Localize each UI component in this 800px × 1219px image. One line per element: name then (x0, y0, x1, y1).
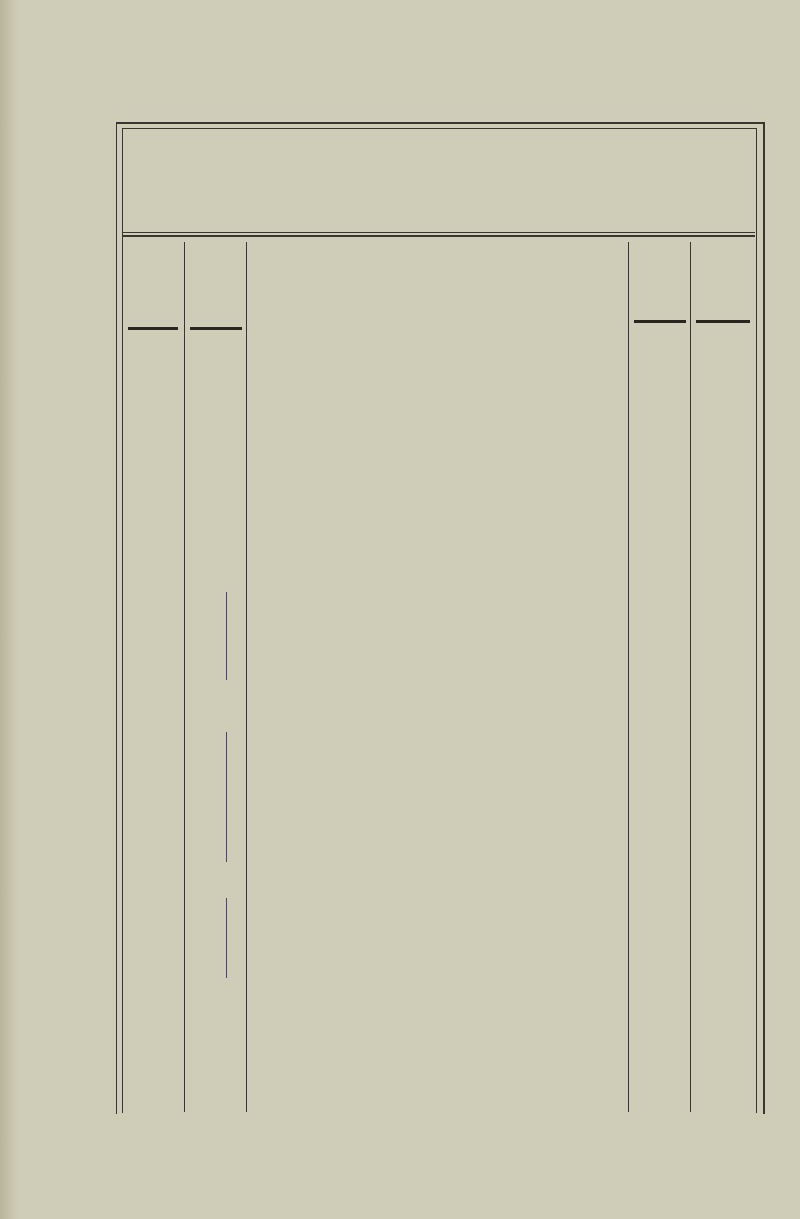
col-divider-1 (184, 242, 185, 1112)
header-bar (696, 320, 750, 323)
handwritten-brace (226, 592, 235, 680)
running-header (0, 98, 800, 122)
col-divider-2 (246, 242, 247, 1112)
col-divider-3 (628, 242, 629, 1112)
title-rule-double (122, 235, 755, 237)
header-bar (634, 320, 686, 323)
col-divider-4 (690, 242, 691, 1112)
title-rule (122, 232, 755, 233)
header-bar (190, 327, 242, 330)
handwritten-brace (226, 732, 235, 862)
inner-frame (122, 128, 757, 1113)
handwritten-brace (226, 898, 235, 978)
header-bar (128, 327, 178, 330)
page-edge (0, 0, 18, 1219)
